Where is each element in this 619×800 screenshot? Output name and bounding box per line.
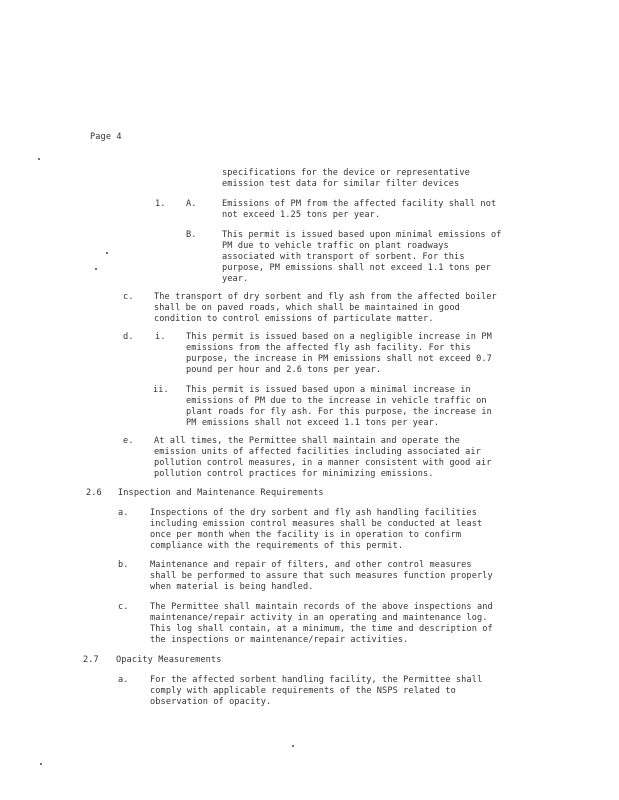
page-label: Page 4 — [90, 132, 122, 142]
item-1a-line: Emissions of PM from the affected facility shall not — [222, 199, 497, 209]
item-1b-line: This permit is issued based upon minimal emissions of — [222, 230, 502, 240]
section-2-7-number: 2.7 — [83, 655, 99, 665]
item-d-ii-number: ii. — [153, 385, 169, 395]
item-1b-line: PM due to vehicle traffic on plant roadways — [222, 241, 449, 251]
item-d-ii-line: This permit is issued based upon a minimal increase in — [186, 385, 471, 395]
item-d-i-line: pound per hour and 2.6 tons per year. — [186, 365, 382, 375]
item-c-line: The transport of dry sorbent and fly ash from the affected boiler — [154, 292, 497, 302]
intro-line: emission test data for similar filter devices — [222, 179, 460, 189]
scan-speck — [38, 158, 40, 160]
item-c-line: shall be on paved roads, which shall be maintained in good — [154, 303, 460, 313]
section-2-6-b-letter: b. — [118, 560, 129, 570]
section-2-6-c-line: This log shall contain, at a minimum, the time and description of — [150, 624, 493, 634]
item-d-ii-line: plant roads for fly ash. For this purpose, the increase in — [186, 407, 492, 417]
section-2-7-a-line: comply with applicable requirements of the NSPS related to — [150, 686, 456, 696]
item-1-number: 1. — [155, 199, 166, 209]
item-1b-line: purpose, PM emissions shall not exceed 1.1 tons per — [222, 263, 491, 273]
section-2-7-a-line: For the affected sorbent handling facility, the Permittee shall — [150, 675, 483, 685]
section-2-6-number: 2.6 — [86, 488, 102, 498]
intro-line: specifications for the device or representative — [222, 168, 470, 178]
item-d-ii-line: emissions of PM due to the increase in vehicle traffic on — [186, 396, 487, 406]
section-2-6-c-line: the inspections or maintenance/repair activities. — [150, 635, 409, 645]
scan-speck — [106, 252, 108, 254]
section-2-6-b-line: when material is being handled. — [150, 582, 314, 592]
item-e-line: pollution control practices for minimizing emissions. — [154, 469, 434, 479]
item-d-i-line: This permit is issued based on a negligible increase in PM — [186, 332, 492, 342]
item-d-i-line: purpose, the increase in PM emissions shall not exceed 0.7 — [186, 354, 492, 364]
item-d-i-line: emissions from the affected fly ash facility. For this — [186, 343, 471, 353]
item-d-i-number: i. — [155, 332, 166, 342]
section-2-6-b-line: shall be performed to assure that such measures function properly — [150, 571, 493, 581]
item-c-line: condition to control emissions of particulate matter. — [154, 314, 434, 324]
section-2-6-a-letter: a. — [118, 508, 129, 518]
item-d-ii-line: PM emissions shall not exceed 1.1 tons per year. — [186, 418, 440, 428]
section-2-6-title: Inspection and Maintenance Requirements — [118, 488, 324, 498]
item-e-letter: e. — [123, 436, 134, 446]
item-e-line: emission units of affected facilities including associated air — [154, 447, 481, 457]
item-d-letter: d. — [123, 332, 134, 342]
section-2-6-c-letter: c. — [118, 602, 129, 612]
item-1b-line: year. — [222, 274, 249, 284]
item-e-line: At all times, the Permittee shall maintain and operate the — [154, 436, 460, 446]
item-1b-line: associated with transport of sorbent. For this — [222, 252, 465, 262]
section-2-7-a-letter: a. — [118, 675, 129, 685]
item-1a-line: not exceed 1.25 tons per year. — [222, 210, 381, 220]
section-2-7-a-line: observation of opacity. — [150, 697, 272, 707]
section-2-6-a-line: once per month when the facility is in operation to confirm — [150, 530, 462, 540]
section-2-6-c-line: maintenance/repair activity in an operating and maintenance log. — [150, 613, 488, 623]
section-2-6-a-line: compliance with the requirements of this permit. — [150, 541, 404, 551]
scan-speck — [40, 763, 42, 765]
scan-speck — [95, 268, 97, 270]
item-c-letter: c. — [123, 292, 134, 302]
section-2-6-a-line: including emission control measures shall be conducted at least — [150, 519, 483, 529]
item-1b-letter: B. — [186, 230, 197, 240]
section-2-7-title: Opacity Measurements — [116, 655, 222, 665]
item-e-line: pollution control measures, in a manner consistent with good air — [154, 458, 492, 468]
scan-speck — [292, 745, 294, 747]
section-2-6-a-line: Inspections of the dry sorbent and fly ash handling facilities — [150, 508, 477, 518]
section-2-6-b-line: Maintenance and repair of filters, and other control measures — [150, 560, 472, 570]
section-2-6-c-line: The Permittee shall maintain records of the above inspections and — [150, 602, 493, 612]
item-1a-letter: A. — [186, 199, 197, 209]
